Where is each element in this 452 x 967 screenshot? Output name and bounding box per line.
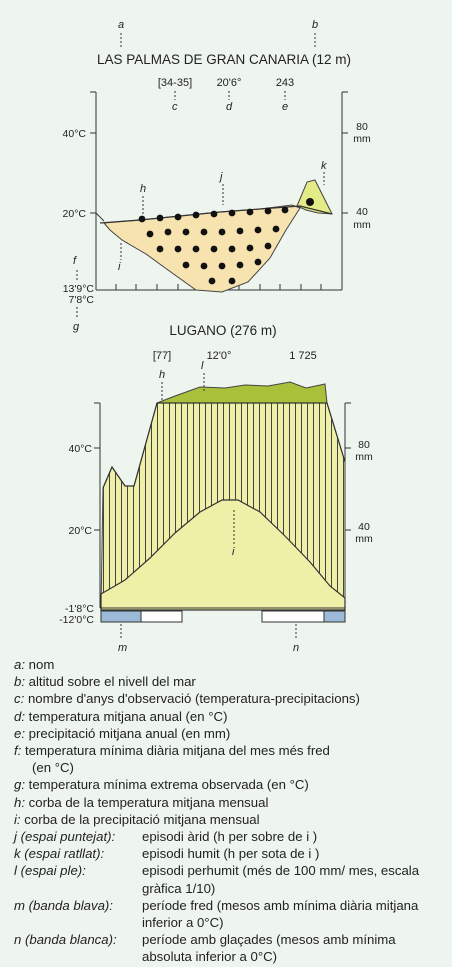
diagram1-precip: 243 xyxy=(275,77,295,89)
legend-row-h: h: corba de la temperatura mitjana mensual xyxy=(14,794,269,810)
diagram2-p-mid: 40 xyxy=(358,521,370,533)
diagram1-years: [34-35] xyxy=(157,77,193,89)
diagram2-years: [77] xyxy=(152,350,172,362)
marker-e: e xyxy=(282,101,289,113)
legend-row-c: c: nombre d'anys d'observació (temperatura-precipitacions) xyxy=(14,691,360,707)
diagram1-p-top-unit: mm xyxy=(353,133,371,145)
marker-k: k xyxy=(321,160,327,172)
marker-i-1: i xyxy=(118,261,121,273)
marker-d: d xyxy=(226,101,233,113)
legend-row-i: i: corba de la precipitació mitjana mensual xyxy=(14,811,260,827)
diagram2-mean-temp: 12'0° xyxy=(206,350,232,362)
diagram1-mean-temp: 20'6° xyxy=(216,77,242,89)
marker-m: m xyxy=(118,642,128,654)
diagram1-t-top: 40°C xyxy=(62,128,86,140)
legend-row-j: j (espai puntejat): episodi àrid (h per sobre de i ) xyxy=(14,829,318,845)
marker-i-2: i xyxy=(232,546,235,558)
legend-row-m: m (banda blava): període fred (mesos amb mínima diària mitjana inferior a 0°C) xyxy=(14,897,419,931)
diagram2-title: LUGANO (276 m) xyxy=(169,323,277,338)
diagram2-p-mid-unit: mm xyxy=(355,533,373,545)
diagram1-min-extreme: 7'8°C xyxy=(68,294,94,306)
legend-row-b: b: altitud sobre el nivell del mar xyxy=(14,674,196,690)
diagram2-min-daily: -1'8°C xyxy=(65,603,94,615)
legend-row-n: n (banda blanca): període amb glaçades (mesos amb mínima absoluta inferior a 0°C) xyxy=(14,932,396,965)
legend-row-k: k (espai ratllat): episodi humit (h per sota de i ) xyxy=(14,846,320,862)
diagram1-p-top: 80 xyxy=(356,121,368,133)
legend-row-d: d: temperatura mitjana anual (en °C) xyxy=(14,708,228,724)
diagram2-frost-bands xyxy=(101,611,345,622)
marker-l: l xyxy=(201,360,204,372)
legend-row-e: e: precipitació mitjana anual (en mm) xyxy=(14,725,231,741)
marker-g: g xyxy=(73,321,80,333)
diagram1-arid-area xyxy=(104,205,300,292)
diagram2-p-top: 80 xyxy=(358,439,370,451)
legend-row-l: l (espai ple): episodi perhumit (més de 100 mm/ mes, escala gràfica 1/10) xyxy=(14,863,420,896)
marker-b: b xyxy=(312,19,319,31)
marker-f: f xyxy=(73,255,77,267)
marker-h-2: h xyxy=(159,369,166,381)
legend-row-f-cont: (en °C) xyxy=(32,760,74,776)
marker-n: n xyxy=(293,642,300,654)
diagram2-p-top-unit: mm xyxy=(355,451,373,463)
diagram1-t-mid: 20°C xyxy=(62,208,86,220)
marker-c: c xyxy=(172,101,178,113)
diagram1-p-mid-unit: mm xyxy=(353,219,371,231)
marker-j: j xyxy=(220,171,223,183)
legend-row-a: a: nom xyxy=(14,657,55,672)
diagram2-min-extreme: -12'0°C xyxy=(59,614,94,626)
marker-a: a xyxy=(118,19,125,31)
diagram1-p-mid: 40 xyxy=(356,206,368,218)
diagram2-t-top: 40°C xyxy=(68,443,92,455)
legend xyxy=(14,656,444,966)
legend-row-f: f: temperatura mínima diària mitjana del mes més fred xyxy=(14,743,330,759)
diagram2-perhumid-area xyxy=(157,382,327,403)
legend-row-g: g: temperatura mínima extrema observada (en °C) xyxy=(14,777,309,793)
diagram2-t-mid: 20°C xyxy=(68,525,92,537)
diagram1-humid-area xyxy=(297,180,332,214)
diagram1-min-daily: 13'9°C xyxy=(62,283,94,295)
diagram1-title: LAS PALMAS DE GRAN CANARIA (12 m) xyxy=(96,52,352,67)
diagram2-precip: 1 725 xyxy=(289,350,317,362)
marker-h-1: h xyxy=(140,183,147,195)
